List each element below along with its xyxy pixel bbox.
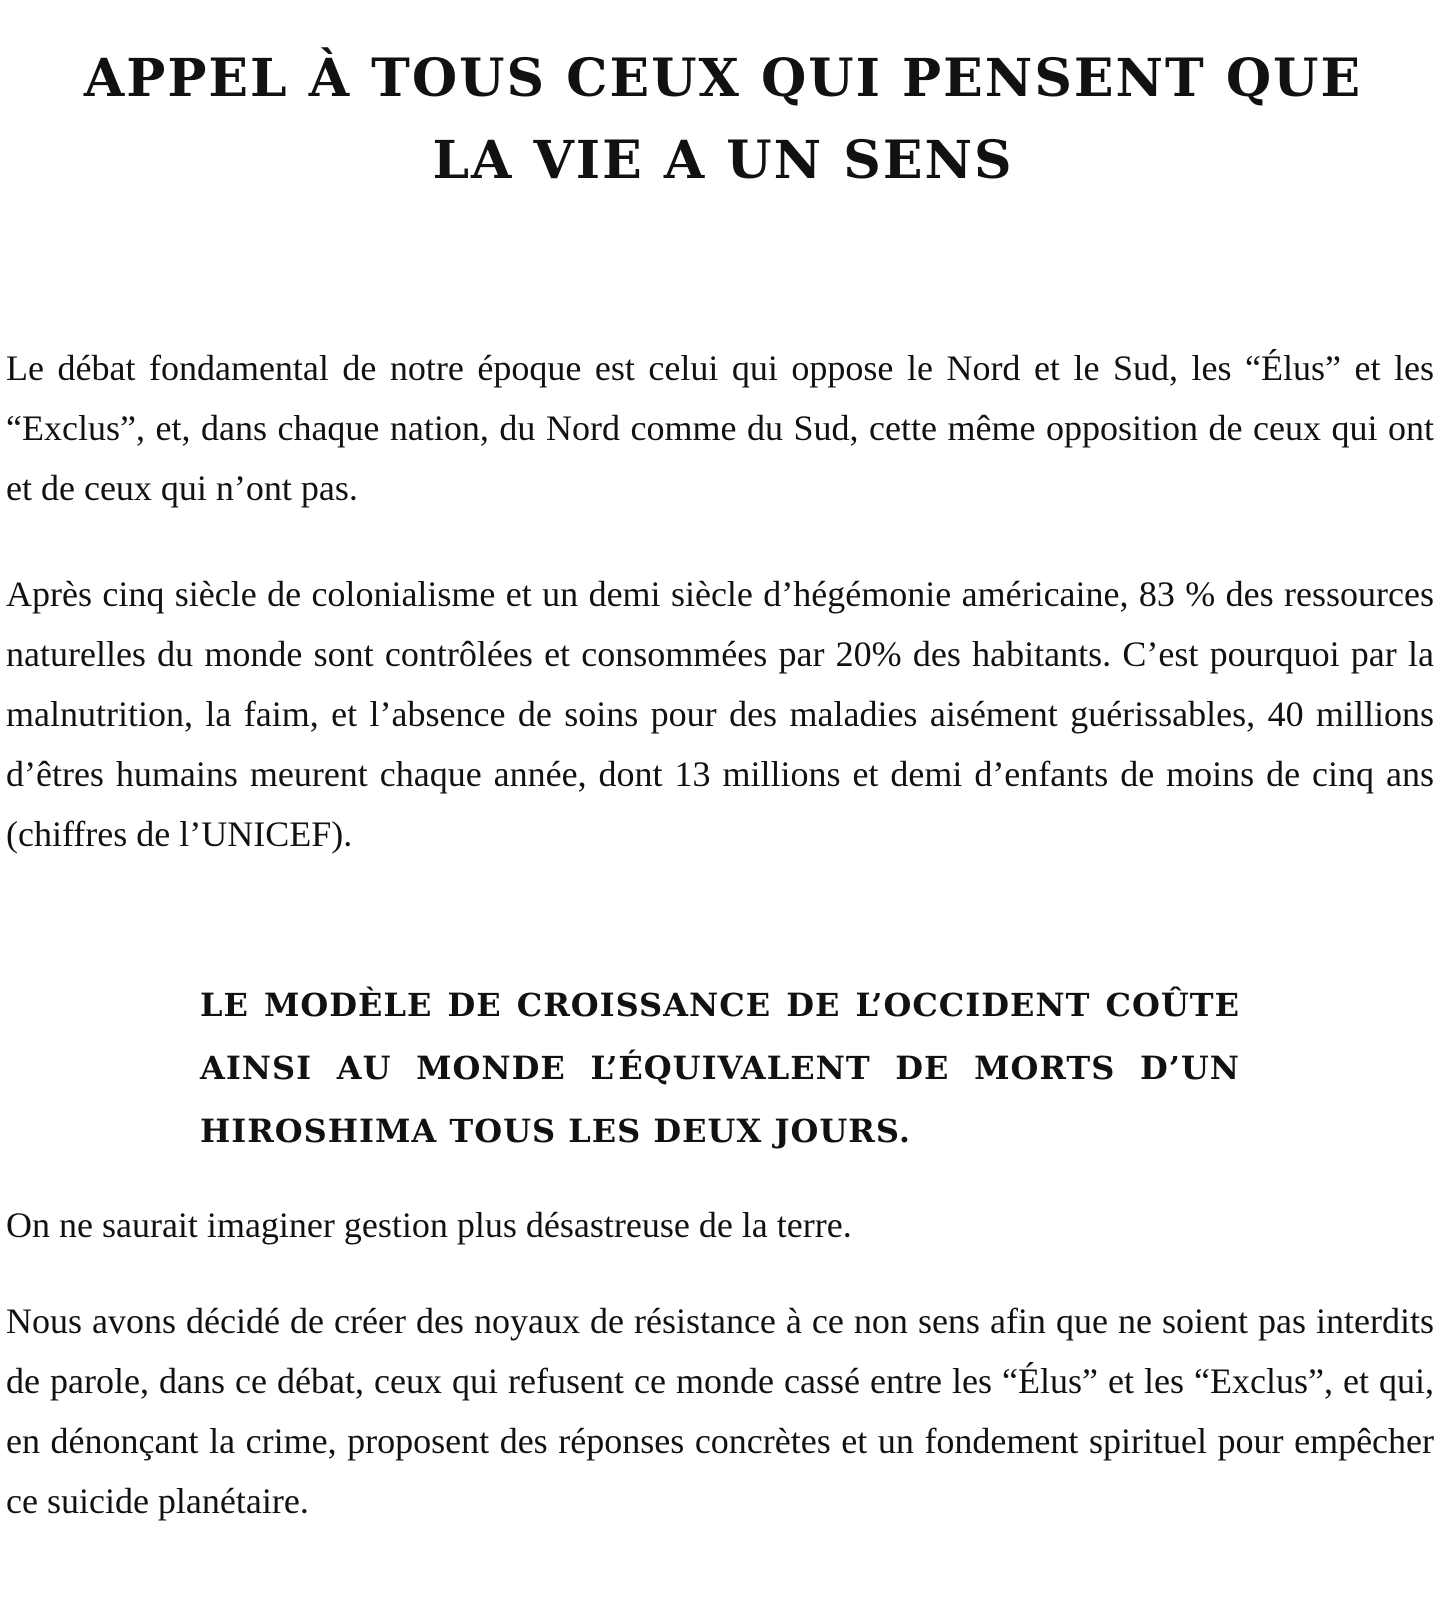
page-title (0, 38, 1446, 202)
paragraph-disastrous-management: On ne saurait imaginer gestion plus désastreuse de la terre. (6, 1205, 852, 1245)
paragraph-resistance: Nous avons décidé de créer des noyaux de résistance à ce non sens afin que ne soient pas interdits de parole, dans ce débat, ceux qui refusent ce monde cassé entre les “Élus” et les “Exclus”, et qui, en dénonçant la crime, proposent des réponses concrètes et un fondement spirituel pour empêcher ce suicide planétaire. (6, 1301, 1434, 1521)
paragraph-resources-statistics: Après cinq siècle de colonialisme et un demi siècle d’hégémonie américaine, 83 % des ressources naturelles du monde sont contrôlées et consommées par 20% des habitants. C’est pourquoi par la malnutrition, la faim, et l’absence de soins pour des maladies aisément guérissables, 40 millions d’êtres humains meurent chaque année, dont 13 millions et demi d’enfants de moins de cinq ans (chiffres de l’UNICEF). (6, 574, 1434, 854)
callout-hiroshima: LE MODÈLE DE CROISSANCE DE L’OCCIDENT COÛTE AINSI AU MONDE L’ÉQUIVALENT DE MORTS D’UN HIROSHIMA TOUS LES DEUX JOURS. (200, 986, 1240, 1150)
title-line-1: APPEL À TOUS CEUX QUI PENSENT QUE (83, 48, 1363, 109)
title-line-2: LA VIE A UN SENS (432, 130, 1014, 191)
paragraph-north-south-debate: Le débat fondamental de notre époque est celui qui oppose le Nord et le Sud, les “Élus” et les “Exclus”, et, dans chaque nation, du Nord comme du Sud, cette même opposition de ceux qui ont et de ceux qui n’ont pas. (6, 348, 1434, 508)
